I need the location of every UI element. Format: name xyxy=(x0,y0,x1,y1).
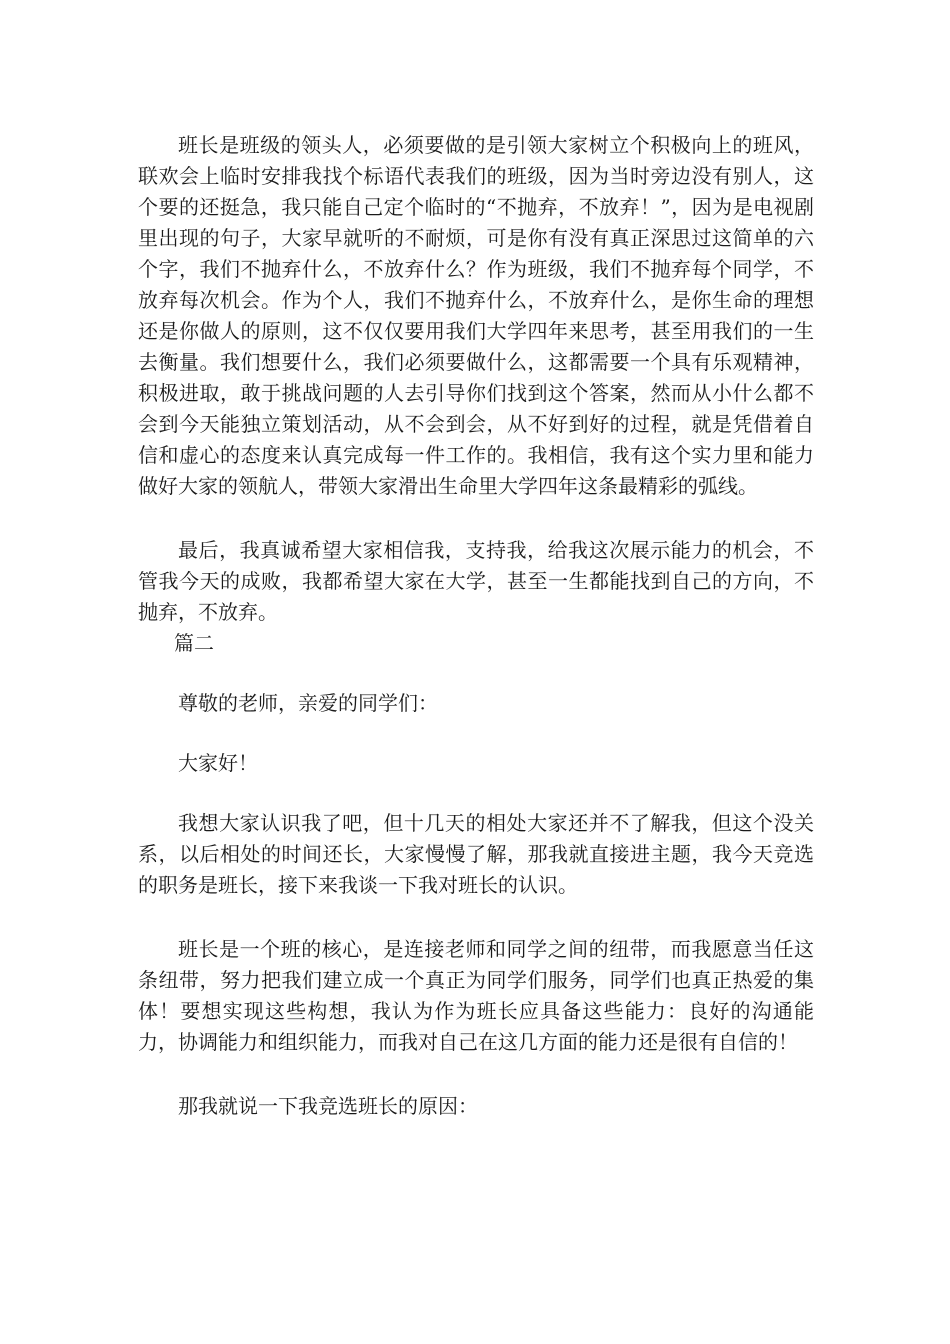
paragraph-closing-appeal: 最后，我真诚希望大家相信我，支持我，给我这次展示能力的机会，不管我今天的成败，我都希望大家在大学，甚至一生都能找到自己的方向，不抛弃，不放弃。 xyxy=(138,538,814,624)
paragraph-introduction: 我想大家认识我了吧，但十几天的相处大家还并不了解我，但这个没关系，以后相处的时间还长，大家慢慢了解，那我就直接进主题，我今天竞选的职务是班长，接下来我谈一下我对班长的认识。 xyxy=(138,811,814,897)
paragraph-reasons-intro: 那我就说一下我竞选班长的原因： xyxy=(178,1094,478,1118)
paragraph-class-leader-role: 班长是班级的领头人，必须要做的是引领大家树立个积极向上的班风，联欢会上临时安排我找个标语代表我们的班级，因为当时旁边没有别人，这个要的还挺急，我只能自己定个临时的“不抛弃，不放弃！”，因为是电视剧里出现的句子，大家早就听的不耐烦，可是你有没有真正深思过这简单的六个字，我们不抛弃什么，不放弃什么？作为班级，我们不抛弃每个同学，不放弃每次机会。作为个人，我们不抛弃什么，不放弃什么，是你生命的理想还是你做人的原则，这不仅仅要用我们大学四年来思考，甚至用我们的一生去衡量。我们想要什么，我们必须要做什么，这都需要一个具有乐观精神，积极进取，敢于挑战问题的人去引导你们找到这个答案，然而从小什么都不会到今天能独立策划活动，从不会到会，从不好到好的过程，就是凭借着自信和虚心的态度来认真完成每一件工作的。我相信，我有这个实力里和能力做好大家的领航人，带领大家滑出生命里大学四年这条最精彩的弧线。 xyxy=(138,133,814,498)
paragraph-greeting: 大家好！ xyxy=(178,751,258,775)
paragraph-salutation: 尊敬的老师，亲爱的同学们： xyxy=(178,691,438,715)
section-heading-part-two: 篇二 xyxy=(174,631,214,655)
document-body xyxy=(138,130,814,1122)
paragraph-class-leader-core: 班长是一个班的核心，是连接老师和同学之间的纽带，而我愿意当任这条纽带，努力把我们建立成一个真正为同学们服务，同学们也真正热爱的集体！要想实现这些构想，我认为作为班长应具备这些能力：良好的沟通能力，协调能力和组织能力，而我对自己在这几方面的能力还是很有自信的！ xyxy=(138,937,814,1054)
